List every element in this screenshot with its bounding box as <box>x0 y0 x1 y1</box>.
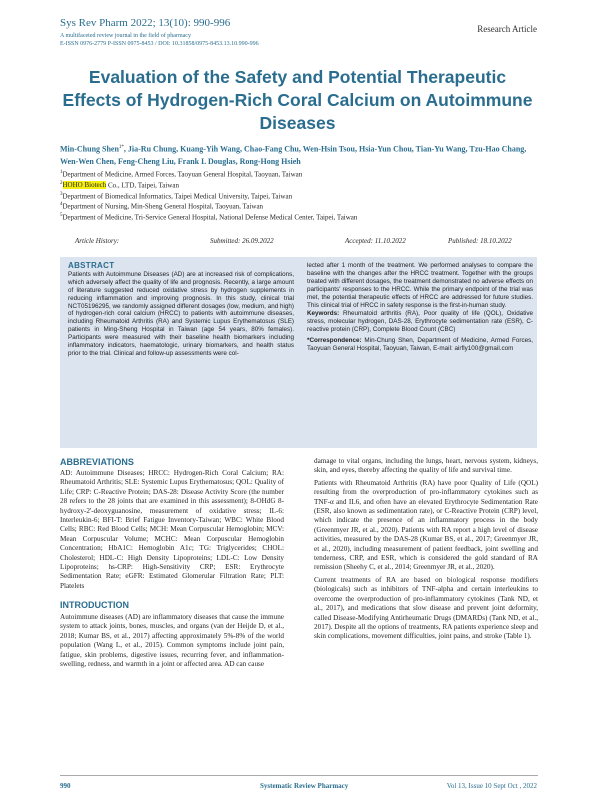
abstract-heading: ABSTRACT <box>68 261 115 270</box>
article-type: Research Article <box>477 24 537 34</box>
page-number: 990 <box>60 782 71 790</box>
company-highlight: HOHO Biotech <box>62 181 107 190</box>
abstract-text-left: Patients with Autoimmune Diseases (AD) are at increased risk of complications, which adversely affect the quality of life and prognosis. Recently, a large amount of literature suggested reduced oxidative stress by hydrogen supplements in reducing inflammation and improving prognosis. In this study, clinical trial NCT05196295, we randomly assigned different dosages (low, medium, and high) of hydrogen-rich coral calcium (HRCC) to patients with autoimmune diseases, including Rheumatoid Arthritis (RA) and Systemic Lupus Erythematosus (SLE) patients in Ming-Sheng Hospital in Taiwan (age 54 years, 80% females). Participants were measured with their baseline health biomarkers including inflammatory indicators, haematologic, urinary biomarkers, and health status prior to the trial. Clinical and follow-up assessments were col- <box>68 270 294 357</box>
issn-doi: E-ISSN 0976-2779 P-ISSN 0975-8453 / DOI: 10.31858/0975-8453.13.10.990-996 <box>60 41 259 47</box>
abstract-text-right: lected after 1 month of the treatment. We performed analyses to compare the baseline with the changes after the HRCC treatment. Together with the groups treated with different dosages, the treatment demonstrated no adverse effects on participants' responses to the HRCC. While the primary endpoint of the trial was met, the potential therapeutic effects of HRCC are addressed for future studies. This clinical trial of HRCC in safety response is the first-in-human study. <box>307 262 533 309</box>
introduction-text: Autoimmune diseases (AD) are inflammatory diseases that cause the immune system to attack joints, bones, muscles, and organs (van der Heijde D, et al., 2018; Kumar BS, et al., 2017) affecting approximately 5%-8% of the world population (Wang L, et al., 2015). Common symptoms include joint pain, fatigue, skin problems, digestive issues, recurring fever, and inflammation-swelling, redness, and warmth in a joint or affected area. AD can cause <box>60 613 284 669</box>
journal-citation: Sys Rev Pharm 2022; 13(10): 990-996 <box>60 17 231 29</box>
abstract-right <box>307 262 533 353</box>
abstract-left <box>68 262 294 358</box>
footer-journal: Systematic Review Pharmacy <box>260 782 349 790</box>
first-author: Min-Chung Shen <box>60 144 119 154</box>
other-authors: , Jia-Ru Chung, Kuang-Yih Wang, Chao-Fang Chu, Wen-Hsin Tsou, Hsia-Yun Chou, Tian-Yu Wang, Tzu-Hao Chang, Wen-Wen Chen, Feng-Cheng Liu, Frank L Douglas, Rong-Hong Hsieh <box>60 144 527 166</box>
footer-divider <box>60 775 538 776</box>
right-column <box>314 457 538 645</box>
affiliation-5: $^5$Department of Medicine, Tri-Service General Hospital, National Defense Medical Center, Taipei, Taiwan <box>60 213 358 222</box>
affiliation-2: $^2$HOHO Biotech Co., LTD, Taipei, Taiwan <box>60 181 180 190</box>
paragraph-2: Patients with Rheumatoid Arthritis (RA) have poor Quality of Life (QOL) resulting from the overproduction of pro-inflammatory cytokines such as TNF-α and IL6, and often have an elevated Erythrocyte Sedimentation Rate (ESR, also known as sedimentation rate), or C-Reactive Protein (CRP) level, which indicate the presence of an inflammatory process in the body (Greenmyer JR, et al., 2020). Patients with RA report a high level of disease activities, measured by the DAS-28 (Kumar BS, et al., 2017; Greenmyer JR, et al., 2020), including measurement of patient feedback, joint swelling and tenderness, CRP, and ESR, which is considered the gold standard of RA remission (Sheehy C, et al., 2014; Greenmyer JR, et al., 2020). <box>314 478 538 572</box>
affiliation-3: $^3$Department of Biomedical Informatics, Taipei Medical University, Taipei, Taiwan <box>60 192 293 201</box>
journal-subtitle: A multifaceted review journal in the field of pharmacy <box>60 33 191 39</box>
introduction-heading: INTRODUCTION <box>60 600 129 610</box>
accepted-date: Accepted: 11.10.2022 <box>345 237 406 245</box>
abbreviations-text: AD: Autoimmune Diseases; HRCC: Hydrogen-Rich Coral Calcium; RA: Rheumatoid Arthritis; SLE: Systemic Lupus Erythematosus; QOL: Quality of Life; CRP: C-Reactive Protein; DAS-28: Disease Activity Score (the number 28 refers to the 28 joints that are examined in this assessment); 8-OHdG 8-hydroxy-2'-deoxyguanosine, measurement of oxidative stress; IL-6: Interleukin-6; BFI-T: Brief Fatigue Inventory-Taiwan; WBC: White Blood Cells; RBC: Red Blood Cells; MCH: Mean Corpuscular Hemoglobin; MCV: Mean Corpuscular Volume; MCHC: Mean Corpuscular Hemoglobin Concentration; HbA1C: Hemoglobin A1c; TG: Triglycerides; CHOL: Cholesterol; HDL-C: High Density Lipoproteins; LDL-C: Low Density Lipoproteins; hs-CRP: High-Sensitivity CRP; ESR: Erythrocyte Sedimentation Rate; eGFR: Estimated Glomerular Filtration Rate; PLT: Platelets <box>60 469 284 590</box>
affiliation-1: $^1$Department of Medicine, Armed Forces, Taoyuan General Hospital, Taoyuan, Taiwan <box>60 170 303 179</box>
footer-issue: Vol 13, Issue 10 Sept Oct , 2022 <box>446 782 537 790</box>
abbreviations-heading: ABBREVIATIONS <box>60 457 134 467</box>
submitted-date: Submitted: 26.09.2022 <box>210 237 274 245</box>
published-date: Published: 18.10.2022 <box>448 237 512 245</box>
paragraph-1: damage to vital organs, including the lungs, heart, nervous system, kidneys, skin, and eyes, thereby affecting the quality of life and survival time. <box>314 457 538 475</box>
correspondence: *Correspondence: Min-Chung Shen, Department of Medicine, Armed Forces, Taoyuan General Hospital, Taoyuan, Taiwan, E-mail: airfly100@gmail.com <box>307 337 533 353</box>
paper-title: Evaluation of the Safety and Potential Therapeutic Effects of Hydrogen-Rich Coral Calcium on Autoimmune Diseases <box>62 67 533 133</box>
author-list: Min-Chung Shen$^{1*}$, Jia-Ru Chung, Kuang-Yih Wang, Chao-Fang Chu, Wen-Hsin Tsou, Hsia-Yun Chou, Tian-Yu Wang, Tzu-Hao Chang, Wen-Wen Chen, Feng-Cheng Liu, Frank L Douglas, Rong-Hong Hsieh <box>60 144 527 166</box>
affiliation-4: $^4$Department of Nursing, Min-Sheng General Hospital, Taoyuan, Taiwan <box>60 202 264 211</box>
keywords: Keywords: Rheumatoid arthritis (RA), Poor quality of life (QOL), Oxidative stress, molecular hydrogen, DAS-28, Erythrocyte sedimentation rate (ESR), C-reactive protein (CRP), Complete Blood Count (CBC) <box>307 310 533 334</box>
paragraph-3: Current treatments of RA are based on biological response modifiers (biologicals) such as inhibitors of TNF-alpha and certain interleukins to overcome the overproduction of pro-inflammatory cytokines (Tank ND, et al., 2017), and medications that slow disease and prevent joint deformity, called Disease-Modifying Antirheumatic Drugs (DMARDs) (Tank ND, et al., 2017). Despite all the options of treatments, RA patients experience sleep and skin complications, movement difficulties, joint pains, and stroke (Table 1). <box>314 575 538 641</box>
history-label: Article History: <box>75 237 120 245</box>
